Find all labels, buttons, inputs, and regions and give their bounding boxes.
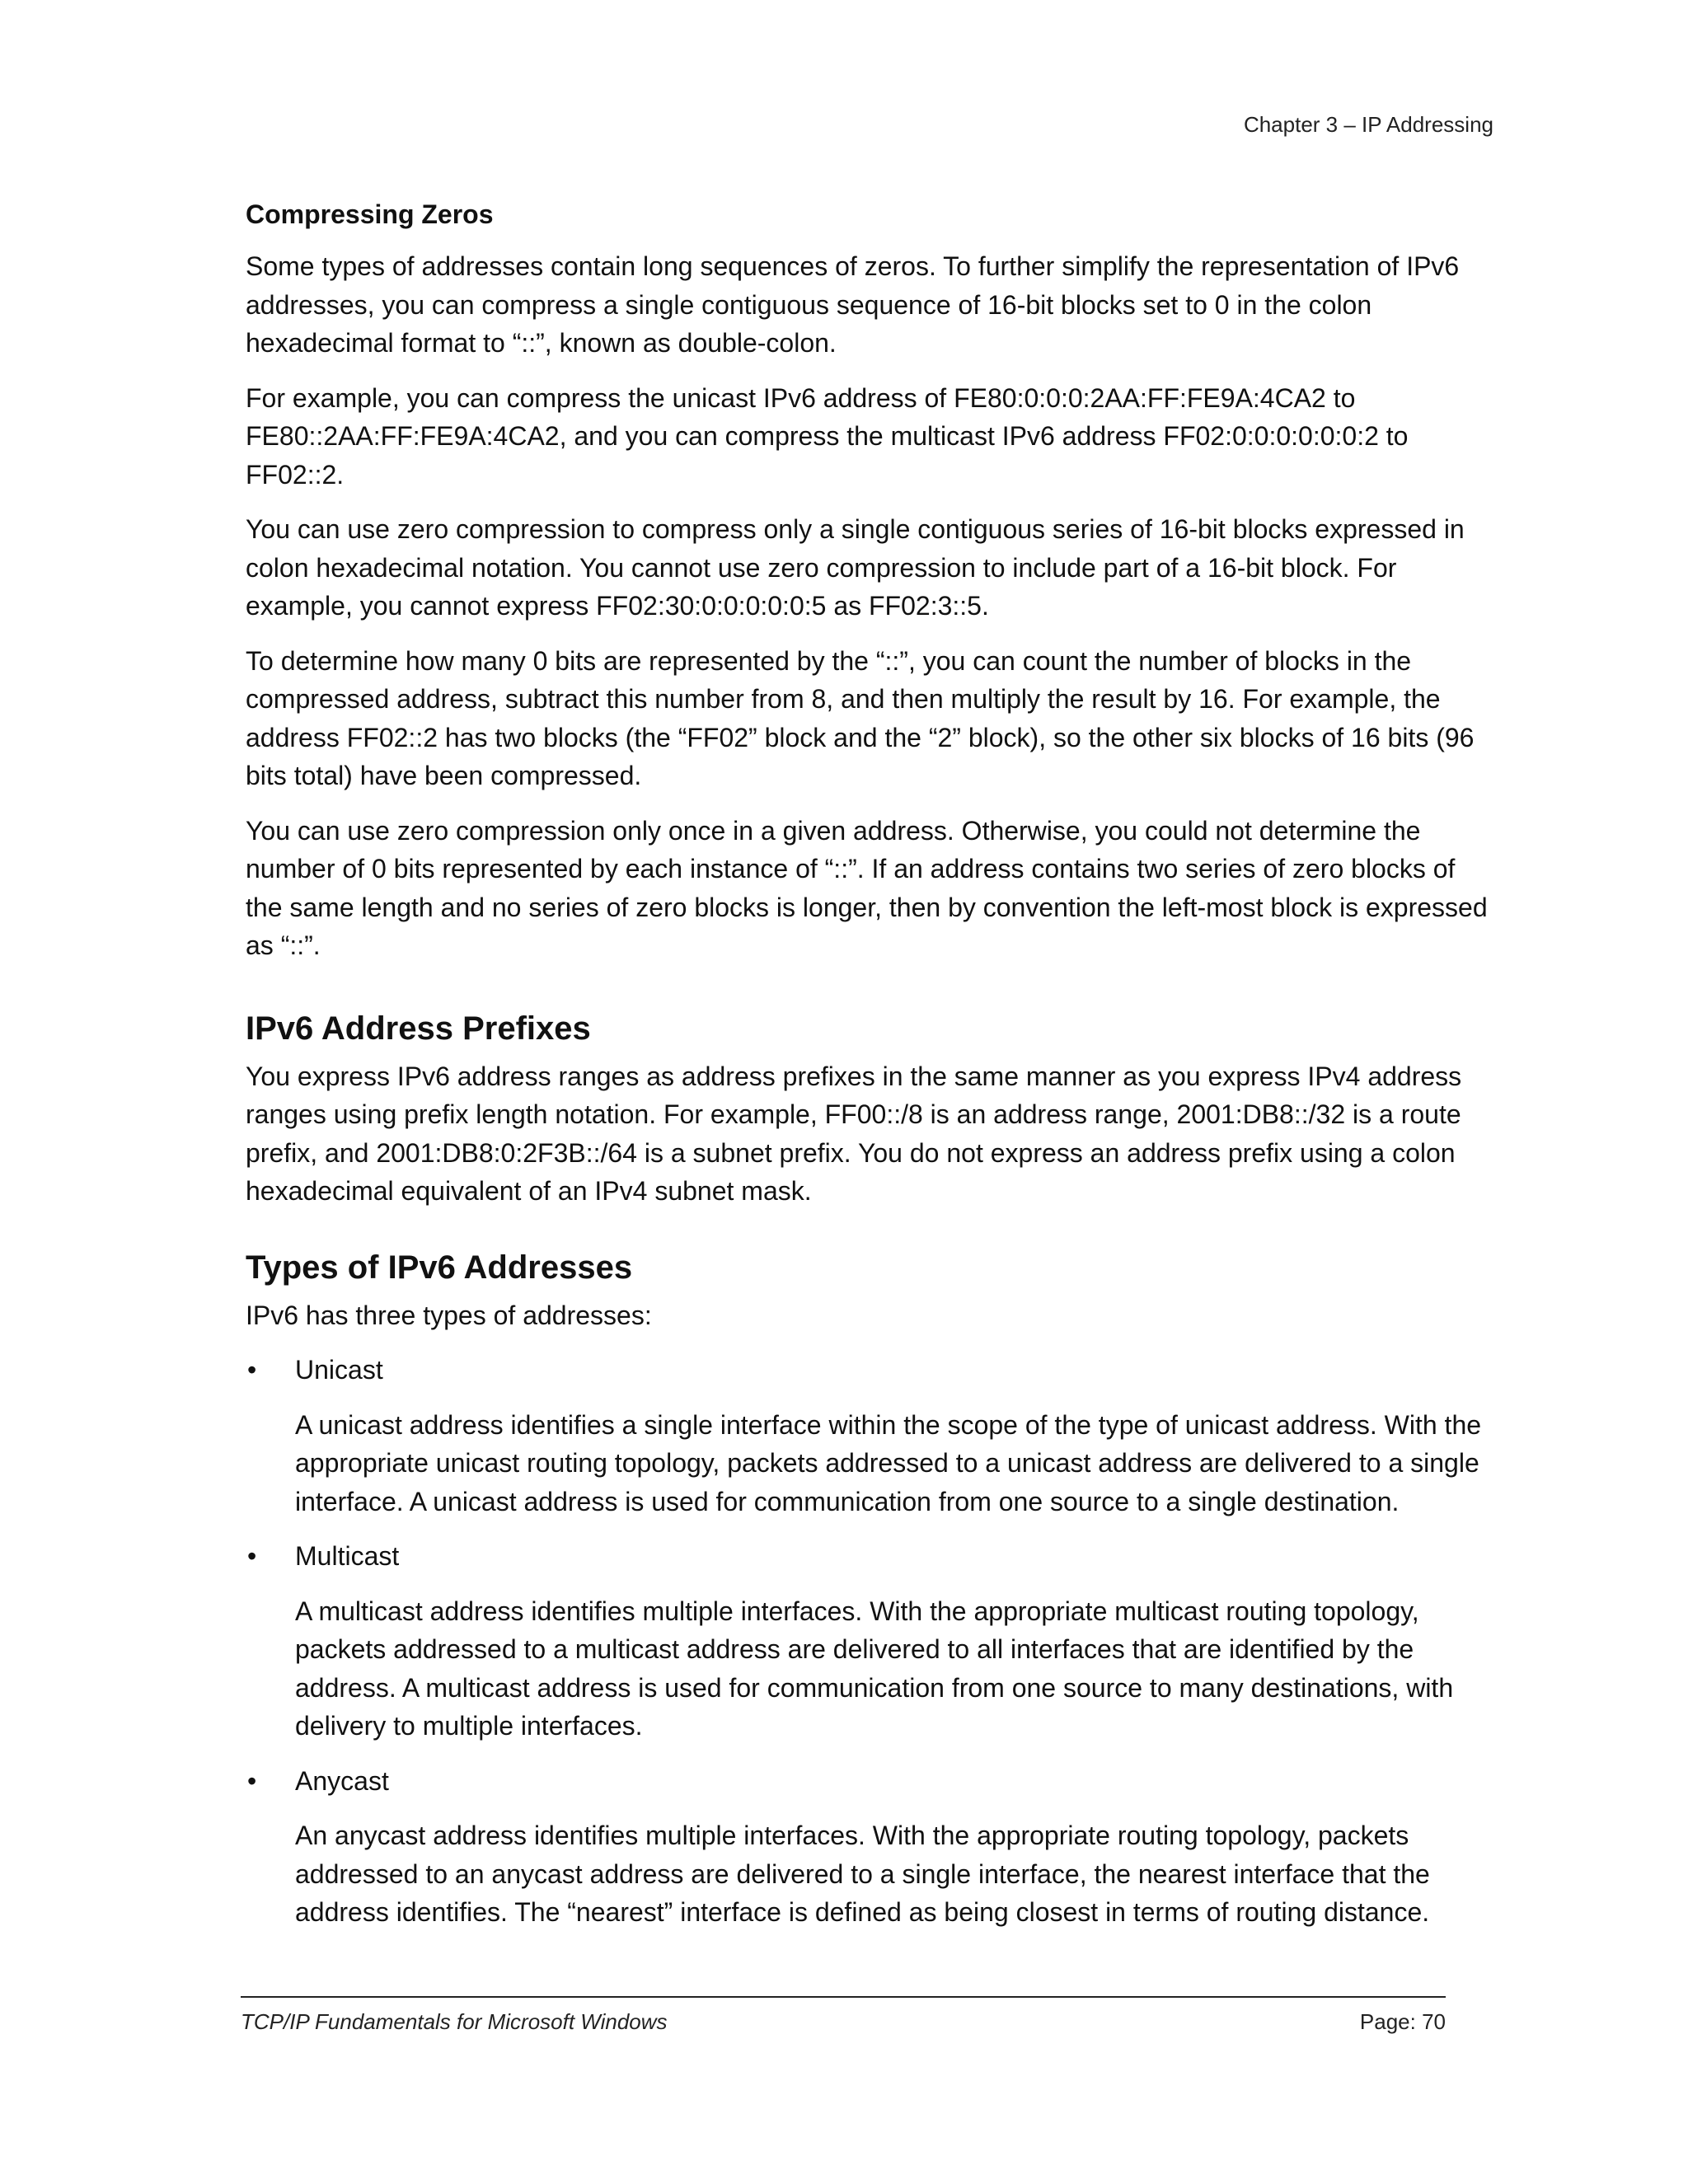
bullet-icon: •: [247, 1765, 257, 1796]
paragraph: IPv6 has three types of addresses:: [246, 1300, 652, 1330]
page-content: [246, 198, 1498, 1948]
list-item-description: An anycast address identifies multiple interfaces. With the appropriate routing topology, packets addressed to an anycast address are delivered to a single interface, the nearest interface that the address identifies. The “nearest” interface is defined as being closest in terms of routing distance.: [295, 1821, 1430, 1927]
list-item-multicast: [246, 1537, 1498, 1746]
heading-types-of-ipv6-addresses: Types of IPv6 Addresses: [246, 1249, 633, 1286]
bullet-icon: •: [247, 1355, 257, 1385]
list-item-title: Unicast: [295, 1355, 383, 1385]
running-header: Chapter 3 – IP Addressing: [1243, 112, 1493, 137]
footer-book-title: TCP/IP Fundamentals for Microsoft Windows: [241, 2009, 668, 2034]
bullet-icon: •: [247, 1541, 257, 1571]
list-item-description: A multicast address identifies multiple interfaces. With the appropriate multicast routing topology, packets addressed to a multicast address are delivered to all interfaces that are identified by the address. A multicast address is used for communication from one source to many destinations, with delivery to multiple interfaces.: [295, 1596, 1454, 1741]
list-item-anycast: [246, 1762, 1498, 1932]
list-item-title: Multicast: [295, 1541, 400, 1571]
heading-compressing-zeros: Compressing Zeros: [246, 199, 494, 229]
paragraph: To determine how many 0 bits are represented by the “::”, you can count the number of blocks in the compressed address, subtract this number from 8, and then multiply the result by 16. For example, the address FF02::2 has two blocks (the “FF02” block and the “2” block), so the other six blocks of 16 bits (96 bits total) have been compressed.: [246, 645, 1475, 790]
list-item-title: Anycast: [295, 1765, 389, 1796]
paragraph: You express IPv6 address ranges as address prefixes in the same manner as you express IPv4 address ranges using prefix length notation. For example, FF00::/8 is an address range, 2001:DB8::/32 is a route prefix, and 2001:DB8:0:2F3B::/64 is a subnet prefix. You do not express an address prefix using a colon hexadecimal equivalent of an IPv4 subnet mask.: [246, 1061, 1462, 1206]
heading-ipv6-address-prefixes: IPv6 Address Prefixes: [246, 1010, 591, 1047]
paragraph: For example, you can compress the unicast IPv6 address of FE80:0:0:0:2AA:FF:FE9A:4CA2 to FE80::2AA:FF:FE9A:4CA2, and you can compress the multicast IPv6 address FF02:0:0:0:0:0:0:2 to FF02::2.: [246, 382, 1409, 490]
paragraph: You can use zero compression to compress only a single contiguous series of 16-bit blocks expressed in colon hexadecimal notation. You cannot use zero compression to include part of a 16-bit block. For example, you cannot express FF02:30:0:0:0:0:0:5 as FF02:3::5.: [246, 514, 1465, 621]
paragraph: You can use zero compression only once in a given address. Otherwise, you could not determine the number of 0 bits represented by each instance of “::”. If an address contains two series of zero blocks of the same length and no series of zero blocks is longer, then by convention the left-most block is expressed as “::”.: [246, 815, 1488, 960]
footer-divider: [241, 1996, 1446, 1998]
list-item-unicast: [246, 1351, 1498, 1521]
paragraph: Some types of addresses contain long sequences of zeros. To further simplify the representation of IPv6 addresses, you can compress a single contiguous sequence of 16-bit blocks set to 0 in the colon hexadecimal format to “::”, known as double-colon.: [246, 251, 1460, 358]
address-types-list: [246, 1351, 1498, 1932]
footer-page-number: Page: 70: [1359, 2009, 1446, 2034]
list-item-description: A unicast address identifies a single interface within the scope of the type of unicast address. With the appropriate unicast routing topology, packets addressed to a unicast address are delivered to a single interface. A unicast address is used for communication from one source to a single destination.: [295, 1409, 1482, 1516]
